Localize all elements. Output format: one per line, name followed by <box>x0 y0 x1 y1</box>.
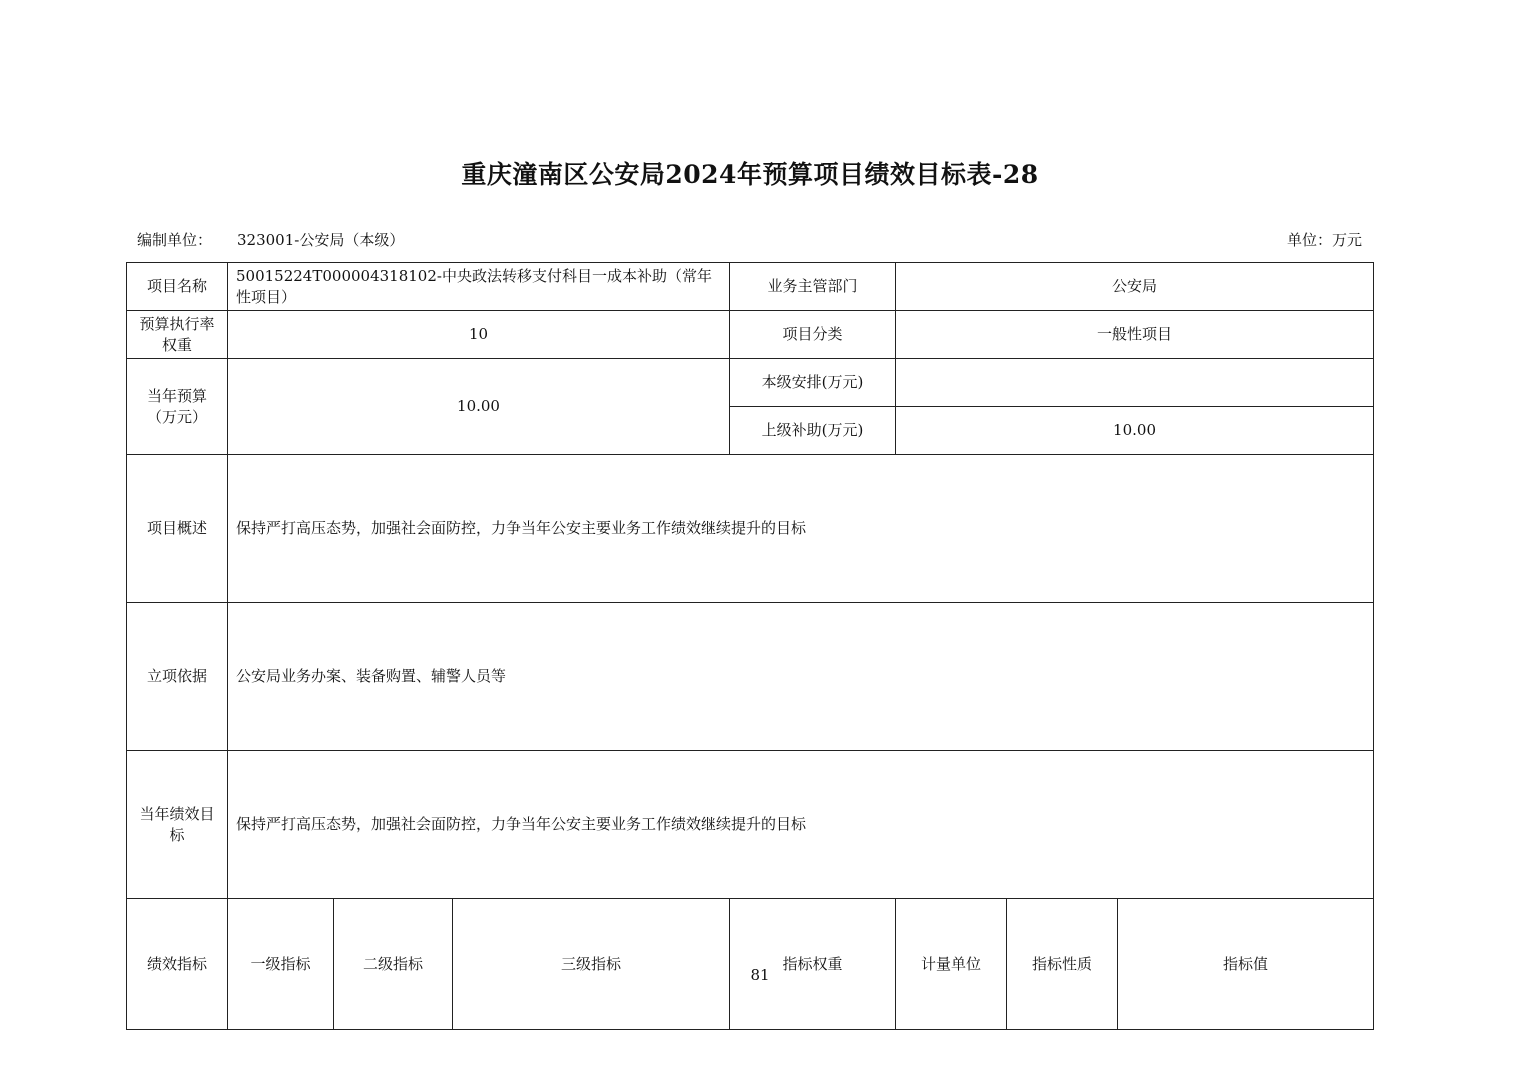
indicator-header-level3: 三级指标 <box>453 899 730 1030</box>
overview-value: 保持严打高压态势，加强社会面防控，力争当年公安主要业务工作绩效继续提升的目标 <box>228 455 1374 603</box>
budget-value: 10.00 <box>228 359 730 455</box>
weight-value: 10 <box>228 311 730 359</box>
local-arrangement-value <box>896 359 1374 407</box>
document-title: 重庆潼南区公安局2024年预算项目绩效目标表-28 <box>461 160 1039 189</box>
row-indicator-headers <box>127 899 1374 1030</box>
weight-label: 预算执行率权重 <box>127 311 228 359</box>
basis-label: 立项依据 <box>127 603 228 751</box>
indicator-header-value: 指标值 <box>1118 899 1374 1030</box>
page-number: 81 <box>750 966 770 984</box>
row-annual-goal <box>127 751 1374 899</box>
row-overview <box>127 455 1374 603</box>
annual-goal-label: 当年绩效目标 <box>127 751 228 899</box>
compiling-unit-value: 323001-公安局（本级） <box>237 231 405 249</box>
performance-target-table <box>126 262 1374 1030</box>
project-name-value: 50015224T000004318102-中央政法转移支付科目一成本补助（常年性项目） <box>228 263 730 311</box>
indicator-header-nature: 指标性质 <box>1007 899 1118 1030</box>
dept-label: 业务主管部门 <box>730 263 896 311</box>
indicator-header-weight: 指标权重 <box>730 899 896 1030</box>
row-basis <box>127 603 1374 751</box>
category-label: 项目分类 <box>730 311 896 359</box>
budget-label: 当年预算（万元） <box>127 359 228 455</box>
compiling-unit <box>137 229 404 250</box>
currency-unit-note: 单位：万元 <box>1286 231 1362 249</box>
upper-subsidy-label: 上级补助(万元) <box>730 407 896 455</box>
upper-subsidy-value: 10.00 <box>896 407 1374 455</box>
indicator-header-level2: 二级指标 <box>334 899 453 1030</box>
compiling-unit-label: 编制单位： <box>137 231 213 249</box>
annual-goal-value: 保持严打高压态势，加强社会面防控，力争当年公安主要业务工作绩效继续提升的目标 <box>228 751 1374 899</box>
indicator-header-unit: 计量单位 <box>896 899 1007 1030</box>
row-weight <box>127 311 1374 359</box>
indicator-header-level1: 一级指标 <box>228 899 334 1030</box>
indicator-header-performance: 绩效指标 <box>127 899 228 1030</box>
local-arrangement-label: 本级安排(万元) <box>730 359 896 407</box>
row-budget-local <box>127 359 1374 407</box>
category-value: 一般性项目 <box>896 311 1374 359</box>
project-name-label: 项目名称 <box>127 263 228 311</box>
row-project-name <box>127 263 1374 311</box>
basis-value: 公安局业务办案、装备购置、辅警人员等 <box>228 603 1374 751</box>
dept-value: 公安局 <box>896 263 1374 311</box>
overview-label: 项目概述 <box>127 455 228 603</box>
